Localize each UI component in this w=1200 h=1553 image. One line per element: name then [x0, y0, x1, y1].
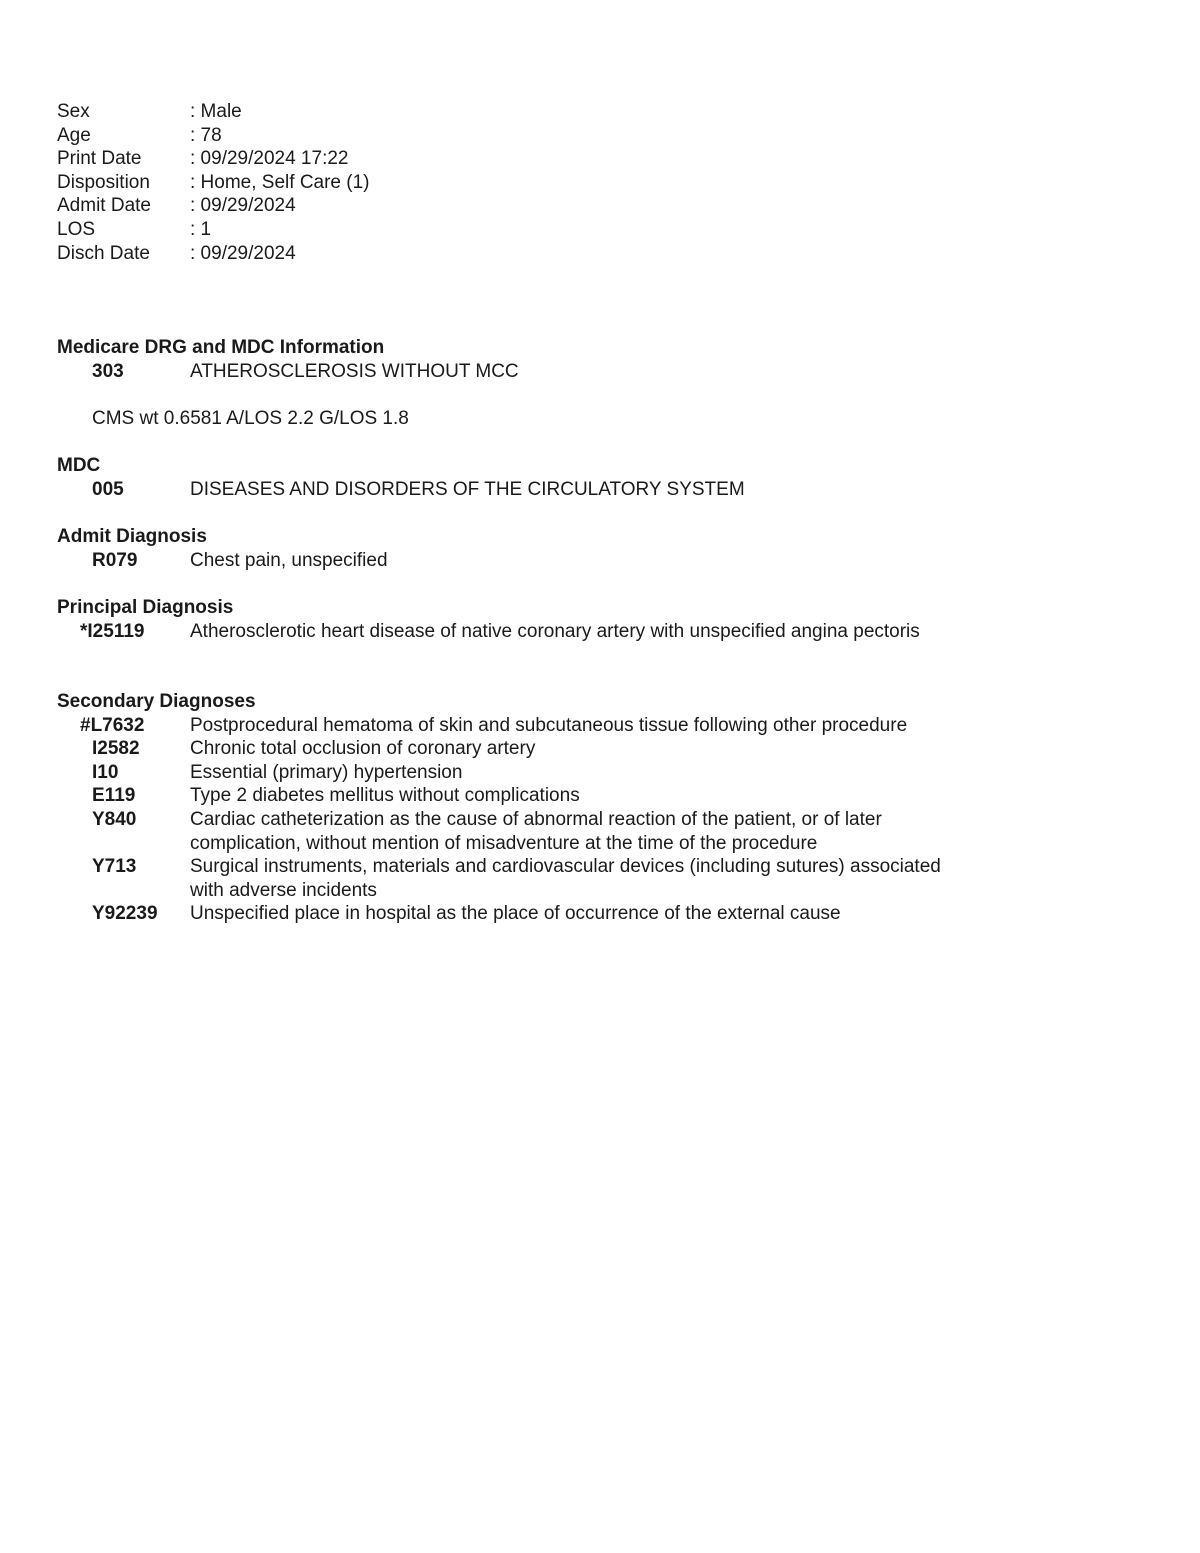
secondary-diagnosis-row [57, 808, 1057, 855]
field-label: Disposition [57, 171, 150, 193]
field-label: Age [57, 124, 91, 146]
principal-diagnosis-title: Principal Diagnosis [57, 597, 234, 618]
secondary-diagnosis-description: Essential (primary) hypertension [190, 761, 463, 783]
secondary-diagnosis-row [57, 714, 1057, 738]
mdc-section [57, 454, 1057, 501]
principal-diagnosis-description: Atherosclerotic heart disease of native coronary artery with unspecified angina pectoris [190, 620, 920, 642]
field-label: LOS [57, 218, 96, 240]
secondary-diagnosis-code: E119 [92, 785, 136, 807]
secondary-diagnosis-row [57, 761, 1057, 785]
secondary-diagnosis-description: Chronic total occlusion of coronary artery [190, 738, 536, 760]
field-admit-date [57, 194, 1157, 218]
mdc-section-title: MDC [57, 455, 101, 476]
secondary-diagnosis-description: Postprocedural hematoma of skin and subcutaneous tissue following other procedure [190, 714, 908, 736]
field-sex [57, 100, 1157, 124]
field-label: Disch Date [57, 242, 150, 264]
principal-diagnosis-code: *I25119 [80, 620, 145, 642]
admit-diagnosis-title: Admit Diagnosis [57, 526, 207, 547]
secondary-diagnosis-description: Type 2 diabetes mellitus without complications [190, 785, 580, 807]
principal-diagnosis-section [57, 596, 1057, 643]
drg-section [57, 336, 1057, 430]
field-value: : 1 [190, 218, 212, 240]
secondary-diagnosis-code: I2582 [92, 738, 140, 760]
field-value: : Home, Self Care (1) [190, 171, 370, 193]
field-value: : 09/29/2024 17:22 [190, 148, 349, 170]
drg-code: 303 [92, 360, 124, 382]
secondary-diagnoses-title: Secondary Diagnoses [57, 691, 256, 712]
secondary-diagnoses-section [57, 690, 1057, 926]
field-los [57, 218, 1157, 242]
field-print-date [57, 147, 1157, 171]
drg-row [57, 360, 1057, 384]
secondary-diagnosis-code: I10 [92, 761, 119, 783]
field-value: : Male [190, 101, 242, 122]
admit-diagnosis-code: R079 [92, 549, 138, 571]
secondary-diagnosis-code: Y840 [92, 808, 137, 830]
secondary-diagnosis-row [57, 784, 1057, 808]
secondary-diagnosis-code: #L7632 [80, 714, 145, 736]
secondary-diagnosis-description: Surgical instruments, materials and cardiovascular devices (including sutures) associated with adverse incidents [190, 856, 941, 901]
field-label: Sex [57, 101, 90, 122]
drg-section-title: Medicare DRG and MDC Information [57, 337, 385, 358]
patient-info [57, 100, 1157, 265]
secondary-diagnosis-description: Cardiac catheterization as the cause of abnormal reaction of the patient, or of later complication, without mention of misadventure at the time of the procedure [190, 808, 882, 854]
mdc-row [57, 478, 1057, 502]
secondary-diagnosis-code: Y713 [92, 856, 137, 878]
admit-diagnosis-row [57, 549, 1057, 573]
mdc-code: 005 [92, 478, 124, 500]
field-label: Print Date [57, 148, 142, 170]
field-disposition [57, 171, 1157, 195]
secondary-diagnosis-row [57, 737, 1057, 761]
secondary-diagnosis-code: Y92239 [92, 903, 158, 925]
field-age [57, 124, 1157, 148]
secondary-diagnosis-row [57, 855, 1057, 902]
field-value: : 09/29/2024 [190, 195, 296, 217]
mdc-description: DISEASES AND DISORDERS OF THE CIRCULATORY SYSTEM [190, 478, 745, 500]
drg-description: ATHEROSCLEROSIS WITHOUT MCC [190, 360, 519, 382]
admit-diagnosis-section [57, 525, 1057, 572]
secondary-diagnosis-row [57, 902, 1057, 926]
field-value: : 09/29/2024 [190, 242, 296, 264]
field-value: : 78 [190, 124, 222, 146]
admit-diagnosis-description: Chest pain, unspecified [190, 549, 388, 571]
principal-diagnosis-row [57, 620, 1057, 644]
field-label: Admit Date [57, 195, 151, 217]
secondary-diagnosis-description: Unspecified place in hospital as the place of occurrence of the external cause [190, 903, 841, 925]
cms-weight-line: CMS wt 0.6581 A/LOS 2.2 G/LOS 1.8 [92, 407, 409, 429]
field-disch-date [57, 242, 1157, 266]
